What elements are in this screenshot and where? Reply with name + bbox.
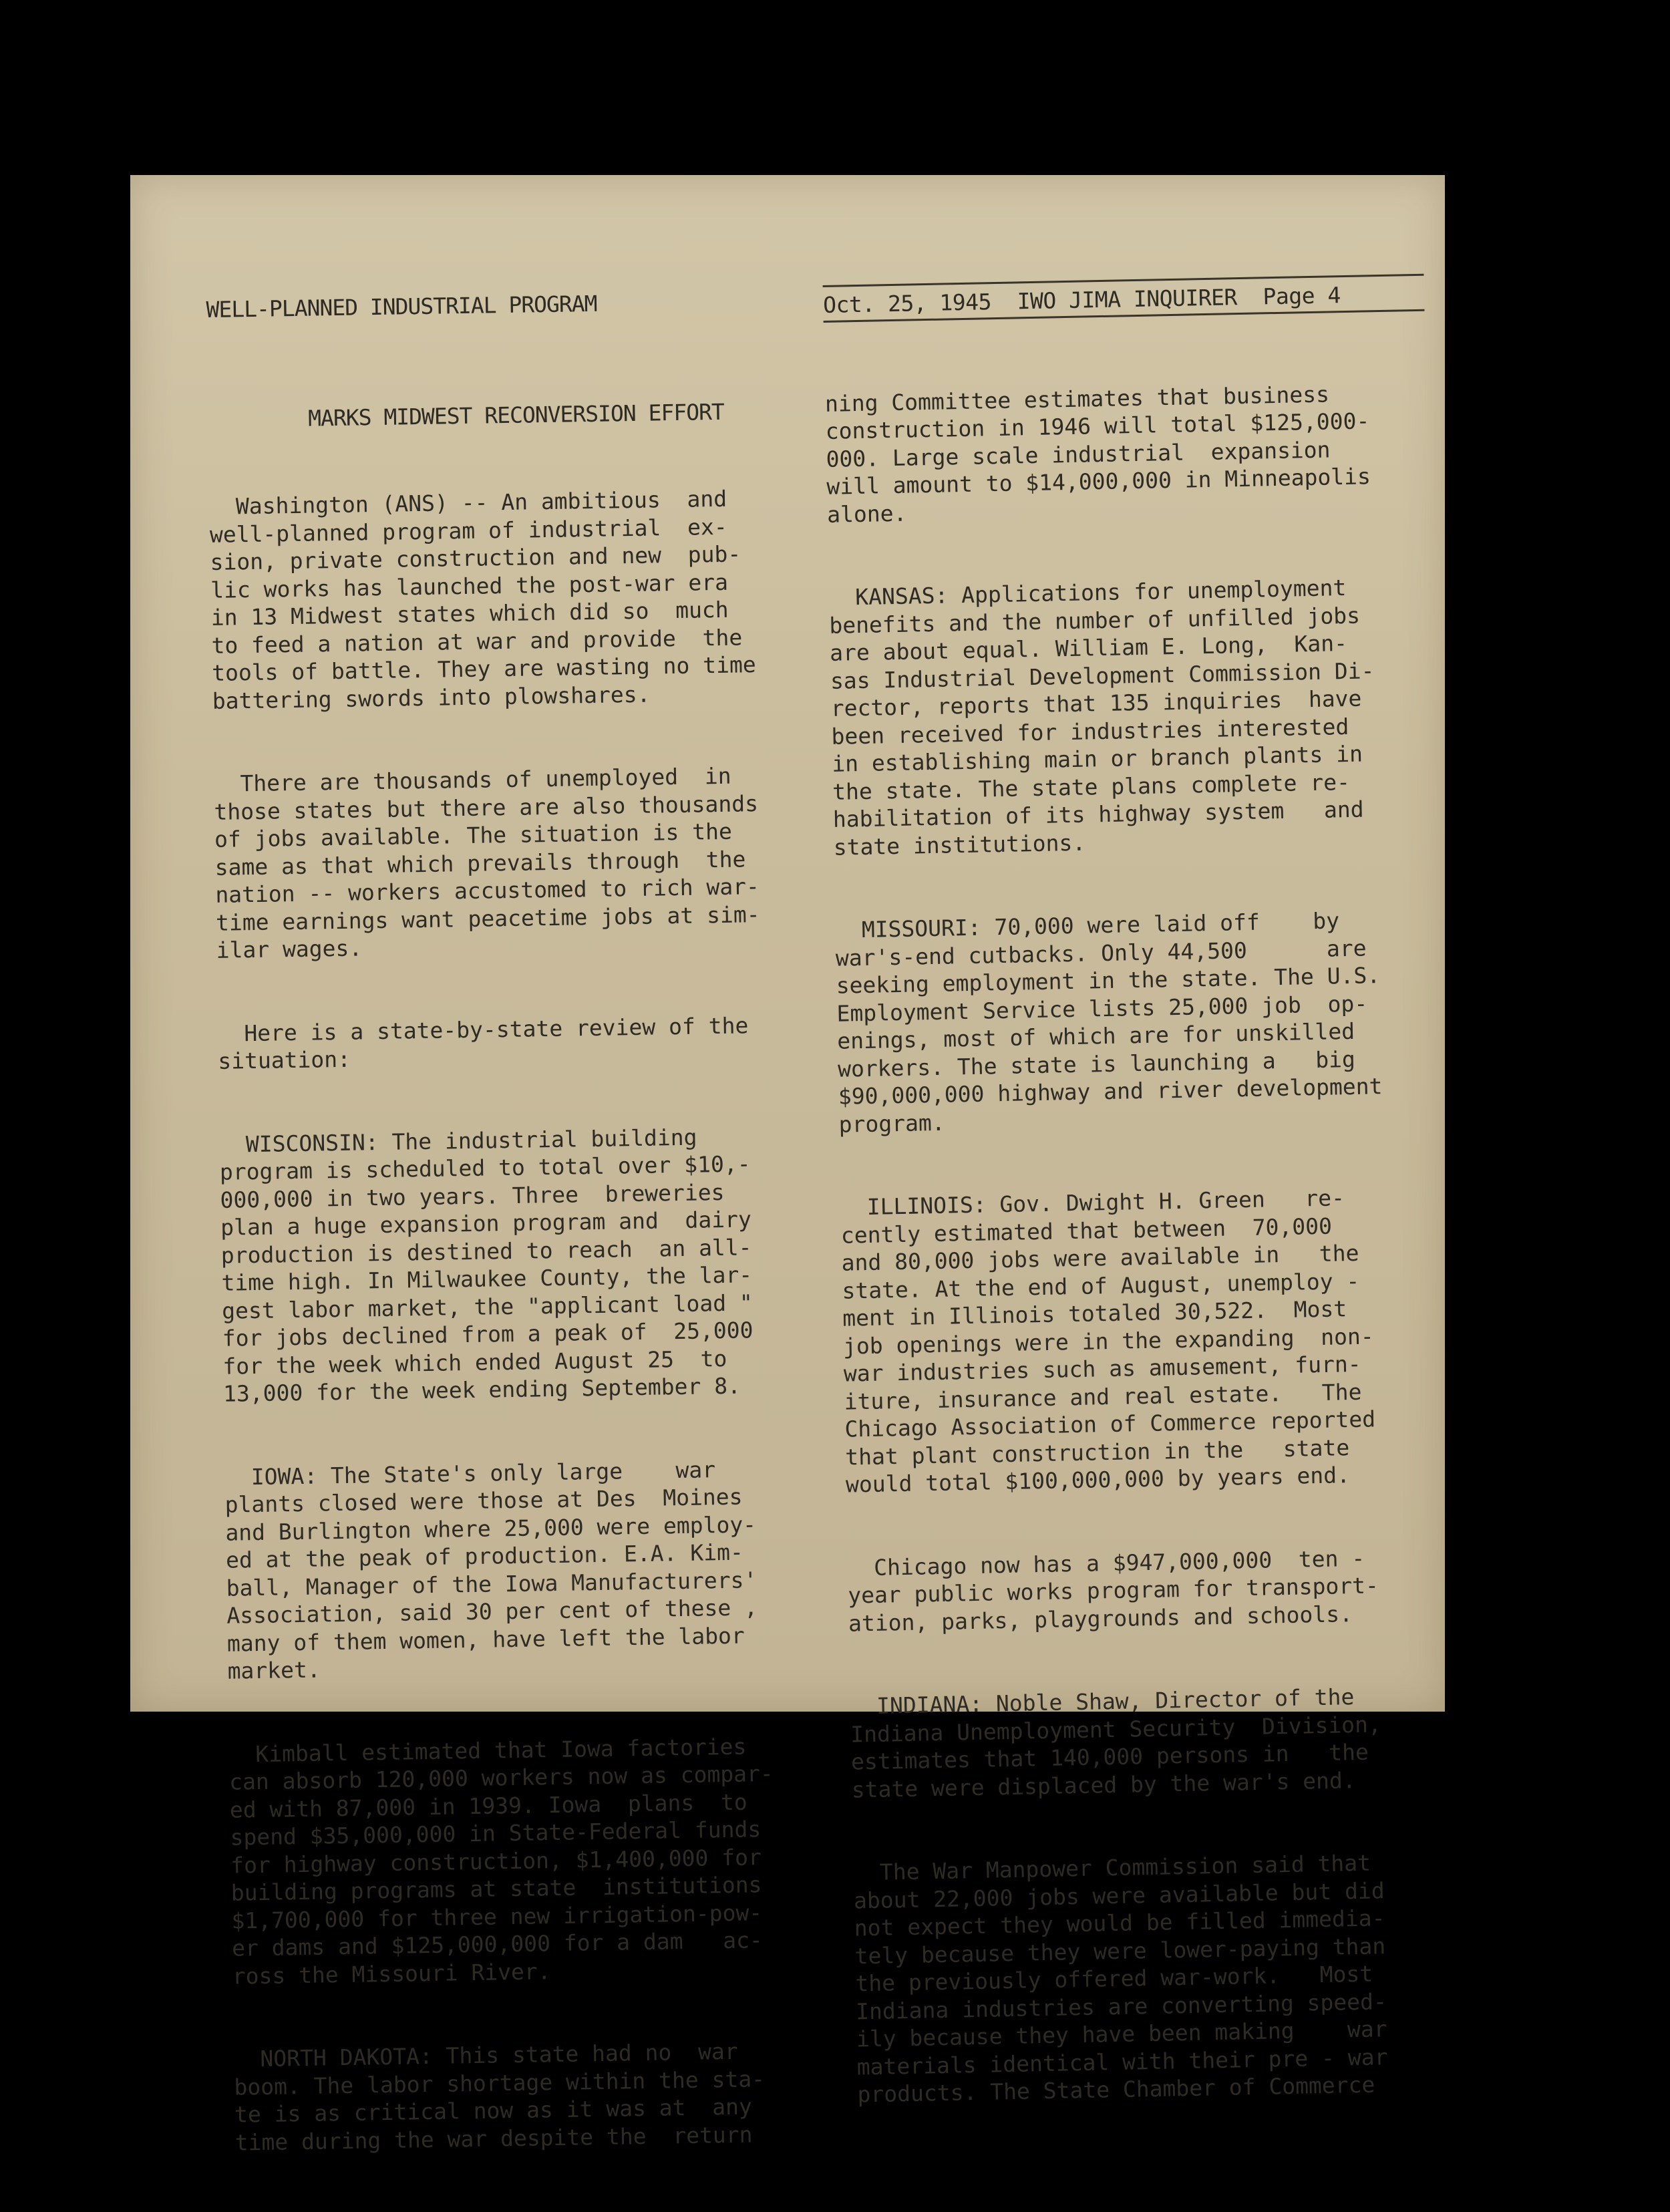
headline-line-1: WELL-PLANNED INDUSTRIAL PROGRAM (206, 290, 597, 323)
newspaper-page (130, 175, 1445, 2156)
paragraph-war-manpower: The War Manpower Commission said that about 22,000 jobs were available but did not expect they would be filled immedia- tely because they were lower-paying than the previously offered war-work. Most Indiana industries are converting speed- ily because they have been making war materials identical with their pre - war products. The State Chamber of Commerce (852, 1849, 1388, 2108)
paragraph-iowa: IOWA: The State's only large war plants closed were those at Des Moines and Burlington where 25,000 were employ- ed at the peak of production. E.A. Kim- ball, Manager of the Iowa Manufacturers' Association, said 30 per cent of these , many of them women, have left the labor market. (224, 1456, 758, 1684)
paragraph-unemployed: There are thousands of unemployed in those states but there are also thousands of jobs available. The situation is the same as that which prevails through the nation -- workers accustomed to rich war- time earnings want peacetime jobs at sim- ilar wages. (213, 762, 760, 963)
paragraph-illinois: ILLINOIS: Gov. Dwight H. Green re- cently estimated that between 70,000 and 80,000 jobs were available in the state. At the end of August, unemploy - ment in Illinois totaled 30,522. Most job openings were in the expanding non- war industries such as amusement, furn- iture, insurance and real estate. The Chicago Association of Commerce reported that plant construction in the state would total $100,000,000 by years end. (840, 1184, 1376, 1498)
paragraph-missouri: MISSOURI: 70,000 were laid off by war's-end cutbacks. Only 44,500 are seeking employment in the state. The U.S. Employment Service lists 25,000 job op- enings, most of which are for unskilled workers. The state is launching a big $90,000,000 highway and river development program. (834, 907, 1383, 1138)
headline-line-2: MARKS MIDWEST RECONVERSION EFFORT (307, 398, 725, 432)
masthead: Oct. 25, 1945 IWO JIMA INQUIRER Page 4 (823, 274, 1425, 323)
paragraph-chicago: Chicago now has a $947,000,000 ten - year public works program for transport- ation, parks, playgrounds and schools. (847, 1545, 1379, 1637)
paragraph-review: Here is a state-by-state review of the situation: (217, 1011, 749, 1074)
paragraph-indiana: INDIANA: Noble Shaw, Director of the Indiana Unemployment Security Division, estimates that 140,000 persons in the state were displaced by the war's end. (850, 1684, 1382, 1803)
paragraph-kimball: Kimball estimated that Iowa factories can absorb 120,000 workers now as compar- ed with 87,000 in 1939. Iowa plans to spend $35,000,000 in State-Federal funds for highway construction, $1,400,000 for building programs at state institutions $1,700,000 for three new irrigation-pow- er dams and $125,000,000 for a dam ac- ross the Missouri River. (228, 1733, 774, 1990)
paragraph-minneapolis: ning Committee estimates that business construction in 1946 will total $125,000- 000. Large scale industrial expansion will amount to $14,000,000 in Minneapolis alone. (824, 380, 1371, 528)
paragraph-wisconsin: WISCONSIN: The industrial building program is scheduled to total over $10,- 000,000 in two years. Three breweries plan a huge expansion program and dairy production is destined to reach an all- time high. In Milwaukee County, the lar- gest labor market, the "applicant load " for jobs declined from a peak of 25,000 for the week which ended August 25 to 13,000 for the week ending September 8. (218, 1124, 754, 1407)
right-column (822, 218, 1460, 2164)
left-column (205, 231, 837, 2212)
paragraph-north-dakota: NORTH DAKOTA: This state had no war boom. The labor shortage within the sta- te is as critical now as it was at any time during the war despite the return (233, 2038, 766, 2156)
paragraph-kansas: KANSAS: Applications for unemployment benefits and the number of unfilled jobs are about equal. William E. Long, Kan- sas Industrial Development Commission Di- rector, reports that 135 inquiries have been received for industries interested in establishing main or branch plants in the state. The state plans complete re- habilitation of its highway system and state institutions. (828, 575, 1375, 860)
paragraph-intro: Washington (ANS) -- An ambitious and well-planned program of industrial ex- sion, private construction and new pub- lic works has launched the post-war era in 13 Midwest states which did so much to feed a nation at war and provide the tools of battle. They are wasting no time battering swords into plowshares. (208, 485, 756, 714)
